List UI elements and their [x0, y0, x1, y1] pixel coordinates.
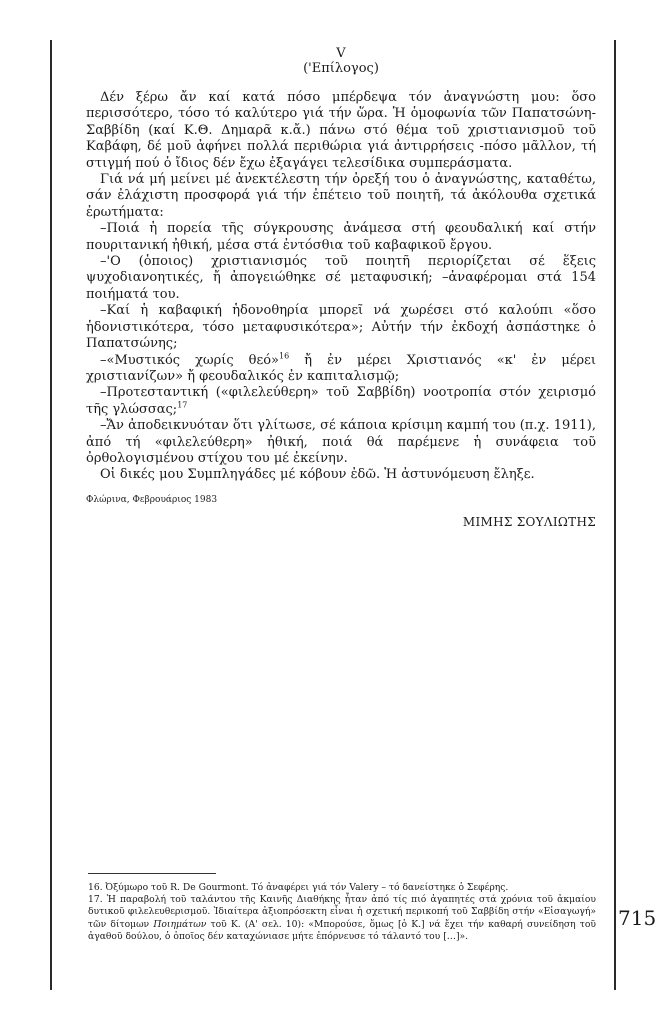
page-body [86, 46, 596, 531]
footnote-17-part-b: τοῦ Κ. (Α' σελ. 10): «Μπορούσε, ὅμως [ὁ Κ.] νά ἔχει τήν καθαρή συνείδηση τοῦ ἀγαθοῦ δούλου, ὁ ὁποῖος δέν καταχώνιασε μήτε ἐπόρνευσε τό τάλαντό του […]». [88, 918, 596, 942]
footnotes [88, 882, 596, 943]
paragraph-1: Δέν ξέρω ἄν καί κατά πόσο μπέρδεψα τόν ἀναγνώστη μου: ὅσο περισσότερο, τόσο τό καλύτερο γιά τήν ὥρα. Ἡ ὁμοφωνία τῶν Παπατσώνη-Σαββίδη (καί Κ.Θ. Δημαρᾶ κ.ἄ.) πάνω στό θέμα τοῦ χριστιανισμοῦ τοῦ Καβάφη, δέ μοῦ ἀφήνει πολλά περιθώρια γιά ἀντιρρήσεις -πόσο μᾶλλον, τή στιγμή πού ὁ ἴδιος δέν ἔχω ἐξαγάγει τελεσίδικα συμπεράσματα. [86, 90, 596, 171]
page-number: 715 [618, 906, 657, 930]
question-1: –Ποιά ἡ πορεία τῆς σύγκρουσης ἀνάμεσα στή φεουδαλική καί στήν πουριτανική ἠθική, μέσα στά ἐντόσθια τοῦ καβαφικοῦ ἔργου. [86, 221, 596, 253]
question-6: –Ἄν ἀποδεικνυόταν ὅτι γλίτωσε, σέ κάποια κρίσιμη καμπή του (π.χ. 1911), ἀπό τή «φιλελεύθερη» ἠθική, ποιά θά παρέμενε ἡ συνάφεια τοῦ ὀρθολογισμένου στίχου του μέ ἐκείνην. [86, 418, 596, 466]
closing-line: Οἱ δικές μου Συμπληγάδες μέ κόβουν ἐδῶ. Ἡ ἀστυνόμευση ἔληξε. [100, 467, 535, 483]
footnote-17-part-a: 17. Ἡ παραβολή τοῦ ταλάντου τῆς Καινῆς Διαθήκης ἦταν ἀπό τίς πιό ἀγαπητές στά χρόνια τοῦ ἀκμαίου δυτικοῦ φιλελευθερισμοῦ. Ἰδιαίτερα ἀξιοπρόσεκτη εἶναι ἡ σχετική περικοπή τοῦ Σαββίδη στήν «Εἰσαγωγή» τῶν δίτομων [88, 894, 596, 930]
question-4-rest: ἤ ἐν μέρει Χριστιανός «κ' ἐν μέρει χριστιανίζων» ἤ φεουδαλικός ἐν καπιταλισμῷ; [86, 352, 597, 384]
question-5-text: –Προτεσταντική («φιλελεύθερη» τοῦ Σαββίδη) νοοτροπία στόν χειρισμό τῆς γλώσσας; [86, 385, 596, 417]
paragraph-2: Γιά νά μή μείνει μέ ἀνεκτέλεστη τήν ὀρεξή του ὁ ἀναγνώστης, καταθέτω, σάν ἐλάχιστη προσφορά γιά τήν ἐπέτειο τοῦ ποιητῆ, τά ἀκόλουθα σχετικά ἐρωτήματα: [86, 172, 596, 220]
question-2: –'Ο (ὁποιος) χριστιανισμός τοῦ ποιητῆ περιορίζεται σέ ἕξεις ψυχοδιανοητικές, ἤ ἀπογειώθηκε σέ μεταφυσική; –ἀναφέρομαι στά 154 ποιήματά του. [86, 254, 596, 302]
footnote-separator [88, 873, 216, 874]
section-subtitle: ('Επίλογος) [303, 61, 379, 76]
footnote-ref-17: 17 [177, 400, 188, 410]
footnote-17-title: Ποιημάτων [153, 918, 207, 930]
question-3: –Καί ἡ καβαφική ἡδονοθηρία μπορεῖ νά χωρέσει στό καλούπι «ὅσο ἡδονιστικότερα, τόσο μεταφυσικότερα»; Αὐτήν τήν ἐκδοχή ἀσπάστηκε ὁ Παπατσώνης; [86, 303, 596, 352]
footnote-17 [88, 894, 596, 943]
left-margin-rule [50, 40, 52, 990]
question-4-lead: –«Μυστικός χωρίς θεό» [100, 352, 280, 368]
right-margin-rule [614, 40, 616, 990]
footnote-ref-16: 16 [279, 351, 290, 361]
footnote-16: 16. Ὀξύμωρο τοῦ R. De Gourmont. Τό ἀναφέρει γιά τόν Valery – τό δανείστηκε ὁ Σεφέρης. [88, 882, 509, 893]
section-numeral: V [336, 46, 346, 61]
question-5 [86, 385, 596, 418]
author-signature: ΜΙΜΗΣ ΣΟΥΛΙΩΤΗΣ [462, 515, 596, 530]
question-4 [86, 353, 596, 386]
dateline: Φλώρινα, Φεβρουάριος 1983 [86, 494, 218, 505]
